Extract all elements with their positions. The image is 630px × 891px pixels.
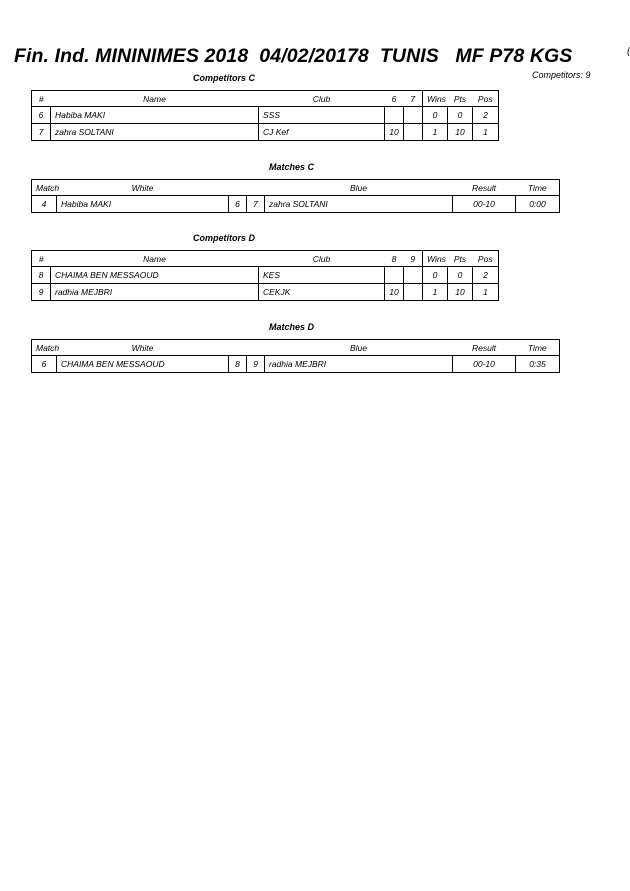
competitor-wins: 0 xyxy=(423,107,448,124)
col-blue-header: Blue xyxy=(265,340,453,356)
match-time: 0:00 xyxy=(516,196,560,213)
col-pts-header: Pts xyxy=(448,251,473,267)
competitors-count: Competitors: 9 xyxy=(532,70,591,80)
col-result-header: Result xyxy=(453,180,516,196)
competitor-pos: 1 xyxy=(473,124,499,141)
competitor-pos: 2 xyxy=(473,107,499,124)
col-time-header: Time xyxy=(516,180,560,196)
competitors-d-table xyxy=(31,250,499,301)
table-header-row xyxy=(32,340,560,356)
col-white-header: White xyxy=(57,340,229,356)
table-row xyxy=(32,267,499,284)
table-row xyxy=(32,356,560,373)
matches-c-table xyxy=(31,179,560,213)
col-result-header: Result xyxy=(453,340,516,356)
competitor-club: SSS xyxy=(259,107,385,124)
score-b xyxy=(404,124,423,141)
blue-number: 7 xyxy=(247,196,265,213)
competitor-num: 9 xyxy=(32,284,51,301)
table-row xyxy=(32,284,499,301)
match-number: 4 xyxy=(32,196,57,213)
match-number: 6 xyxy=(32,356,57,373)
competitor-name: CHAIMA BEN MESSAOUD xyxy=(51,267,259,284)
matches-d-title: Matches D xyxy=(269,322,315,332)
score-a: 10 xyxy=(385,284,404,301)
competitor-name: Habiba MAKI xyxy=(51,107,259,124)
col-name-header: Name xyxy=(51,251,259,267)
competitor-num: 6 xyxy=(32,107,51,124)
score-a: 10 xyxy=(385,124,404,141)
competitor-pos: 1 xyxy=(473,284,499,301)
competitor-wins: 1 xyxy=(423,124,448,141)
col-pts-header: Pts xyxy=(448,91,473,107)
col-opponent-a-header: 8 xyxy=(385,251,404,267)
score-a xyxy=(385,107,404,124)
competitor-name: radhia MEJBRI xyxy=(51,284,259,301)
table-header-row xyxy=(32,91,499,107)
blue-number: 9 xyxy=(247,356,265,373)
col-opponent-b-header: 9 xyxy=(404,251,423,267)
col-match-header: Match xyxy=(32,340,57,356)
table-row xyxy=(32,124,499,141)
match-time: 0:35 xyxy=(516,356,560,373)
score-a xyxy=(385,267,404,284)
col-time-header: Time xyxy=(516,340,560,356)
competitors-d-title: Competitors D xyxy=(193,233,256,243)
competitor-pts: 10 xyxy=(448,124,473,141)
white-competitor: Habiba MAKI xyxy=(57,196,229,213)
competitors-c-table xyxy=(31,90,499,141)
competitors-c-title: Competitors C xyxy=(193,73,256,83)
col-match-header: Match xyxy=(32,180,57,196)
matches-d-table xyxy=(31,339,560,373)
blue-competitor: radhia MEJBRI xyxy=(265,356,453,373)
competitor-pts: 0 xyxy=(448,107,473,124)
competitor-pts: 10 xyxy=(448,284,473,301)
blue-competitor: zahra SOLTANI xyxy=(265,196,453,213)
white-number: 6 xyxy=(229,196,247,213)
white-competitor: CHAIMA BEN MESSAOUD xyxy=(57,356,229,373)
col-num-header: # xyxy=(32,251,51,267)
competitor-num: 8 xyxy=(32,267,51,284)
col-opponent-b-header: 7 xyxy=(404,91,423,107)
white-number: 8 xyxy=(229,356,247,373)
col-blue-header: Blue xyxy=(265,180,453,196)
col-white-header: White xyxy=(57,180,229,196)
col-wins-header: Wins xyxy=(423,251,448,267)
score-b xyxy=(404,267,423,284)
match-result: 00-10 xyxy=(453,356,516,373)
table-header-row xyxy=(32,251,499,267)
competitor-pos: 2 xyxy=(473,267,499,284)
col-wins-header: Wins xyxy=(423,91,448,107)
competitor-club: CEKJK xyxy=(259,284,385,301)
page-title: Fin. Ind. MININIMES 2018 04/02/20178 TUNIS MF P78 KGS xyxy=(14,45,573,67)
col-num-header: # xyxy=(32,91,51,107)
competitor-club: CJ Kef xyxy=(259,124,385,141)
score-b xyxy=(404,107,423,124)
table-row xyxy=(32,107,499,124)
competitor-pts: 0 xyxy=(448,267,473,284)
match-result: 00-10 xyxy=(453,196,516,213)
competitor-wins: 1 xyxy=(423,284,448,301)
col-pos-header: Pos xyxy=(473,91,499,107)
col-club-header: Club xyxy=(259,251,385,267)
table-row xyxy=(32,196,560,213)
col-club-header: Club xyxy=(259,91,385,107)
col-opponent-a-header: 6 xyxy=(385,91,404,107)
competitor-name: zahra SOLTANI xyxy=(51,124,259,141)
table-header-row xyxy=(32,180,560,196)
col-pos-header: Pos xyxy=(473,251,499,267)
matches-c-title: Matches C xyxy=(269,162,315,172)
competitor-num: 7 xyxy=(32,124,51,141)
score-b xyxy=(404,284,423,301)
competitor-wins: 0 xyxy=(423,267,448,284)
col-name-header: Name xyxy=(51,91,259,107)
competitor-club: KES xyxy=(259,267,385,284)
